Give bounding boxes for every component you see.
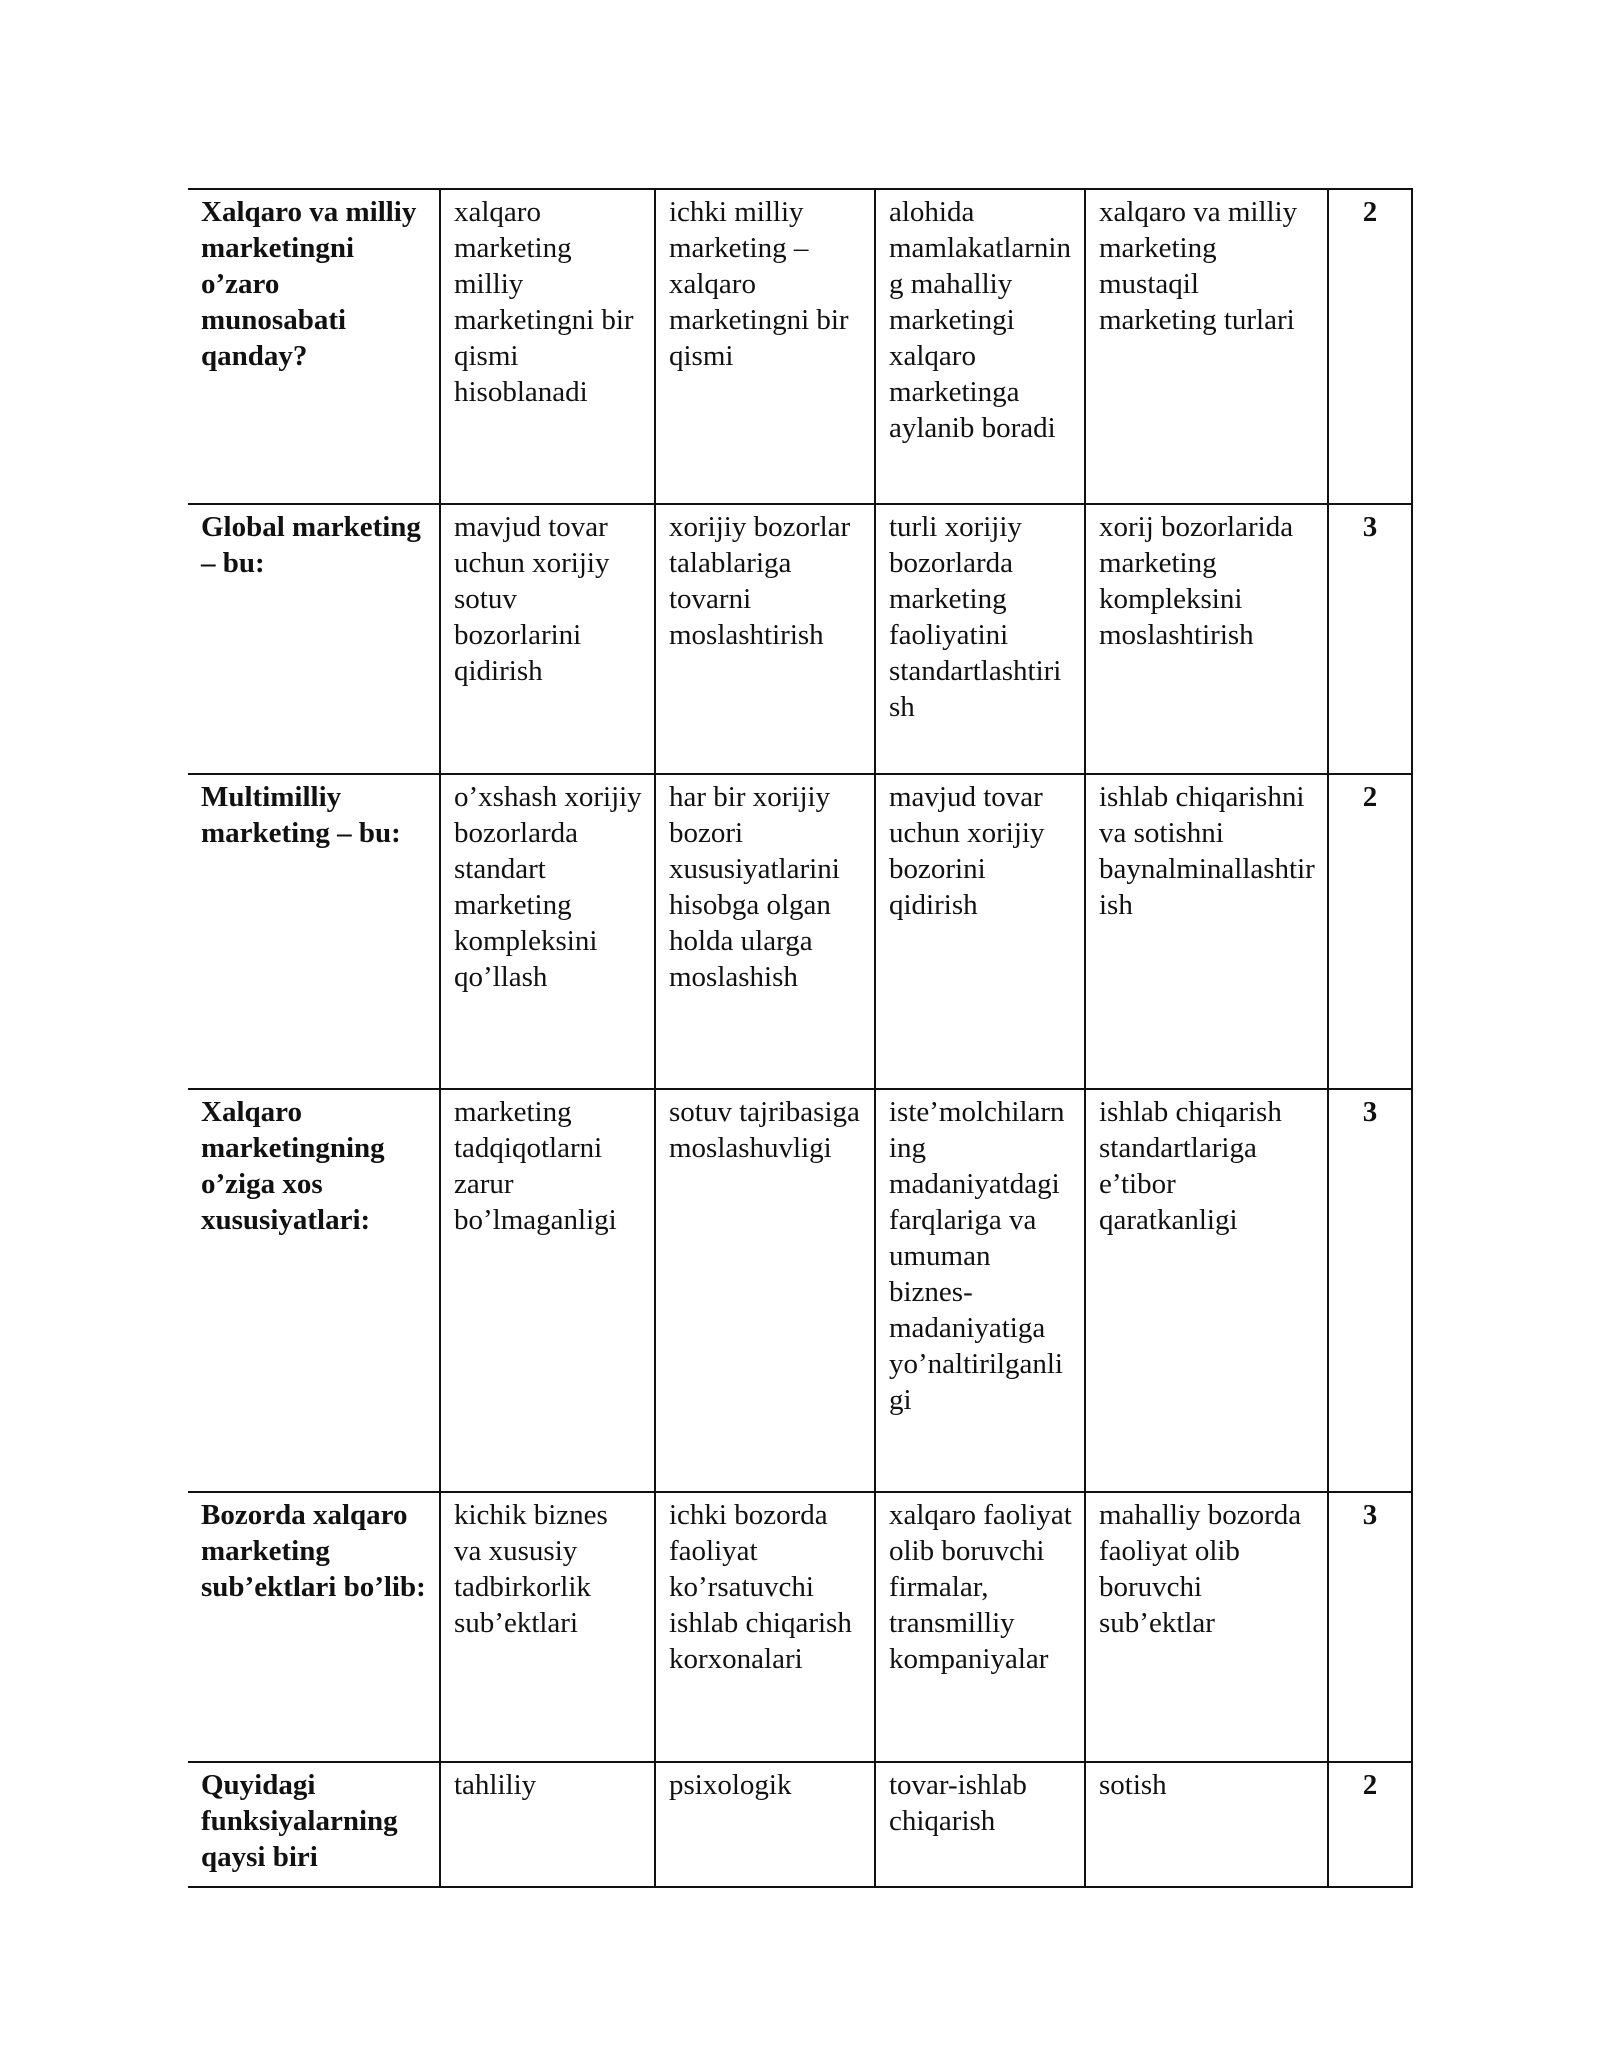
answer-option-b: xorijiy bozorlar talablariga tovarni moslashtirish [655,504,875,774]
answer-option-a: kichik biznes va xususiy tadbirkorlik sub’ektlari [440,1492,655,1762]
answer-option-d: xorij bozorlarida marketing kompleksini moslashtirish [1085,504,1328,774]
answer-option-a: marketing tadqiqotlarni zarur bo’lmaganligi [440,1089,655,1492]
table-row [188,774,1412,1089]
answer-option-c: xalqaro faoliyat olib boruvchi firmalar, transmilliy kompaniyalar [875,1492,1085,1762]
answer-option-a: o’xshash xorijiy bozorlarda standart marketing kompleksini qo’llash [440,774,655,1089]
question-cell: Multimilliy marketing – bu: [188,774,440,1089]
answer-option-c: tovar-ishlab chiqarish [875,1762,1085,1887]
answer-option-a: xalqaro marketing milliy marketingni bir qismi hisoblanadi [440,189,655,504]
answer-option-a: mavjud tovar uchun xorijiy sotuv bozorlarini qidirish [440,504,655,774]
answer-option-c: alohida mamlakatlarning mahalliy marketingi xalqaro marketinga aylanib boradi [875,189,1085,504]
quiz-table [188,188,1413,1888]
answer-option-c: iste’molchilarning madaniyatdagi farqlariga va umuman biznes-madaniyatiga yo’naltirilganligi [875,1089,1085,1492]
answer-option-b: har bir xorijiy bozori xususiyatlarini hisobga olgan holda ularga moslashish [655,774,875,1089]
score-cell: 2 [1328,774,1412,1089]
table-row [188,504,1412,774]
answer-option-d: xalqaro va milliy marketing mustaqil marketing turlari [1085,189,1328,504]
answer-option-a: tahliliy [440,1762,655,1887]
table-row [188,1762,1412,1887]
answer-option-d: mahalliy bozorda faoliyat olib boruvchi sub’ektlar [1085,1492,1328,1762]
answer-option-d: sotish [1085,1762,1328,1887]
answer-option-d: ishlab chiqarishni va sotishni baynalminallashtirish [1085,774,1328,1089]
score-cell: 3 [1328,504,1412,774]
answer-option-c: turli xorijiy bozorlarda marketing faoliyatini standartlashtirish [875,504,1085,774]
question-cell: Global marketing – bu: [188,504,440,774]
answer-option-b: sotuv tajribasiga moslashuvligi [655,1089,875,1492]
score-cell: 2 [1328,189,1412,504]
score-cell: 3 [1328,1492,1412,1762]
answer-option-b: ichki milliy marketing – xalqaro marketingni bir qismi [655,189,875,504]
answer-option-b: psixologik [655,1762,875,1887]
question-cell: Quyidagi funksiyalarning qaysi biri [188,1762,440,1887]
table-row [188,1492,1412,1762]
answer-option-c: mavjud tovar uchun xorijiy bozorini qidirish [875,774,1085,1089]
question-cell: Bozorda xalqaro marketing sub’ektlari bo’lib: [188,1492,440,1762]
question-cell: Xalqaro marketingning o’ziga xos xususiyatlari: [188,1089,440,1492]
score-cell: 2 [1328,1762,1412,1887]
table-row [188,1089,1412,1492]
answer-option-b: ichki bozorda faoliyat ko’rsatuvchi ishlab chiqarish korxonalari [655,1492,875,1762]
question-cell: Xalqaro va milliy marketingni o’zaro munosabati qanday? [188,189,440,504]
score-cell: 3 [1328,1089,1412,1492]
table-row [188,189,1412,504]
answer-option-d: ishlab chiqarish standartlariga e’tibor qaratkanligi [1085,1089,1328,1492]
